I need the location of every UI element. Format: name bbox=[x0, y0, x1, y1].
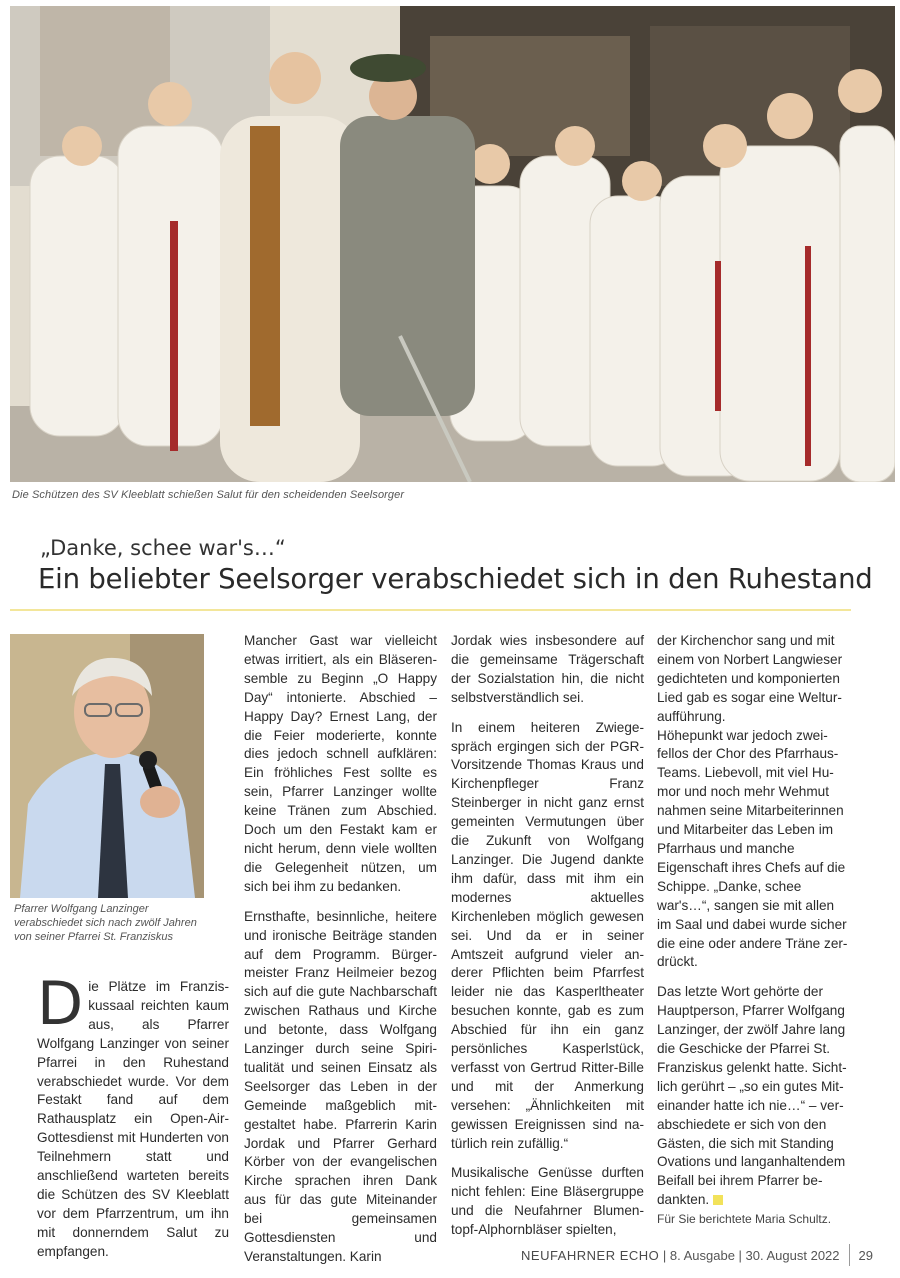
issue-number: 8. Ausgabe bbox=[669, 1248, 735, 1263]
paragraph: ie Plätze im Franziskussaal reichten kaum aus, als Pfarrer Wolfgang Lanzinger von seiner Pfarrei in den Ruhestand verabschiedet wurde. Vor dem Festakt fand auf dem Rathausplatz ein Open-Air-Gottesdienst mit Hunderten von Teilnehmern statt und anschließend warteten bereits die Schützen des SV Kleeblatt vor dem Pfarrzentrum, um ihn mit donnerndem Salut zu empfangen. bbox=[37, 979, 229, 1259]
article-column-4 bbox=[657, 632, 851, 1221]
article-column-3 bbox=[451, 632, 644, 1251]
paragraph: Jordak wies insbesondere auf die gemeinsame Trägerschaft der Sozialstation hin, die nicht selbstverständlich sei. bbox=[451, 633, 644, 705]
footer-separator: | bbox=[734, 1248, 746, 1263]
page-number: 29 bbox=[858, 1248, 873, 1263]
paragraph: Das letzte Wort gehörte der Hauptperson, Pfarrer Wolfgang Lanzinger, der zwölf Jahre lang die Geschicke der Pfarrei St. Franziskus gelenkt hatte. Sichtlich gerührt – „so ein gutes Miteinander hatte ich nie…“ – verabschiedete er sich von den Gästen, die sich mit Standing Ovations und langanhaltendem Beifall bei ihrem Pfarrer bedankten. bbox=[657, 984, 847, 1208]
article-column-2 bbox=[244, 632, 437, 1278]
paragraph: Mancher Gast war vielleicht etwas irritiert, als ein Bläserensemble zu Beginn „O Happy Day“ intonierte. Abschied – Happy Day? Ernest Lang, der die Feier moderierte, konnte dies jedoch schnell aufklären: Ein fröhliches Fest sollte es sein, Pfarrer Lanzinger wollte keine Tränen zum Abschied. Doch um den Festakt kam er nicht herum, denn viele wollten die Gelegenheit nützen, um sich bei ihm zu bedanken. bbox=[244, 633, 437, 894]
page-footer bbox=[0, 1244, 873, 1266]
footer-separator: | bbox=[659, 1248, 670, 1263]
article-column-1 bbox=[37, 969, 229, 1273]
drop-cap: D bbox=[37, 969, 84, 1039]
hero-photo-caption: Die Schützen des SV Kleeblatt schießen Salut für den scheidenden Seelsorger bbox=[12, 489, 405, 501]
end-mark-icon bbox=[713, 1195, 723, 1205]
portrait-caption: Pfarrer Wolfgang Lanzinger verabschiedet sich nach zwölf Jahren von seiner Pfarrei St. Franziskus bbox=[14, 903, 197, 943]
portrait-photo-illustration bbox=[10, 634, 204, 898]
paragraph: Musikalische Genüsse durften nicht fehlen: Eine Bläsergruppe und die Neufahrner Blumentopf-Alphornbläser spielten, bbox=[451, 1165, 644, 1238]
hero-photo bbox=[10, 6, 895, 482]
paragraph: Ernsthafte, besinnliche, heitere und ironische Beiträge standen auf dem Programm. Bürgermeister Franz Heilmeier bezog sich auf die gute Nachbarschaft zwischen Rathaus und Kirche und betonte, dass Wolfgang Lanzinger durch seine Spiritualität und seinen Einsatz als Seelsorger das Leben in der Gemeinde maßgeblich mitgestaltet habe. Pfarrerin Karin Jordak und Pfarrer Gerhard Körber von der evangelischen Kirche sprachen ihren Dank aus für das gute Miteinander bei gemeinsamen Gottesdiensten und Veranstaltungen. Karin bbox=[244, 908, 437, 1264]
article-kicker: „Danke, schee war's…“ bbox=[40, 536, 286, 560]
article-headline: Ein beliebter Seelsorger verabschiedet sich in den Ruhestand bbox=[38, 563, 873, 595]
hero-photo-illustration bbox=[10, 6, 895, 482]
paragraph: der Kirchenchor sang und mit einem von Norbert Langwieser gedichteten und komponierten Lied gab es sogar eine Welturaufführung. Höhepunkt war jedoch zweifellos der Chor des Pfarrhaus-Teams. Liebevoll, mit viel Humor und noch mehr Wehmut nahmen seine Mitarbeiterinnen und Mitarbeiter das Leben im Pfarrhaus und manche Eigenschaft ihres Chefs auf die Schippe. „Danke, schee war's…“, sangen sie mit allen im Saal und dabei wurde sicher die eine oder andere Träne zerdrückt. bbox=[657, 633, 848, 970]
publication-name: NEUFAHRNER ECHO bbox=[521, 1248, 660, 1263]
page-number-divider bbox=[849, 1244, 850, 1266]
portrait-photo bbox=[10, 634, 204, 898]
byline: Für Sie berichtete Maria Schultz. bbox=[657, 1212, 832, 1226]
issue-date: 30. August 2022 bbox=[745, 1248, 840, 1263]
headline-divider bbox=[10, 609, 851, 611]
paragraph: In einem heiteren Zwiegespräch ergingen sich der PGR-Vorsitzende Thomas Kraus und Kirchenpfleger Franz Steinberger in nicht ganz ernst gemeinten Vermutungen über die Zukunft von Wolfgang Lanzinger. Die Jugend dankte ihm dafür, dass mit ihm ein modernes aktuelles Kirchenleben möglich gewesen sei. Und da er in seiner Amtszeit aufgrund vieler anderer Pflichten beim Pfarrfest leider nie das Kasperltheater besuchen konnte, gab es zum Abschied für ihn ein ganz persönliches Kasperlstück, verfasst von Gertrud Ritter-Bille und mit der Anmerkung versehen: „Ähnlichkeiten mit gewissen Ereignissen sind natürlich rein zufällig.“ bbox=[451, 719, 644, 1151]
